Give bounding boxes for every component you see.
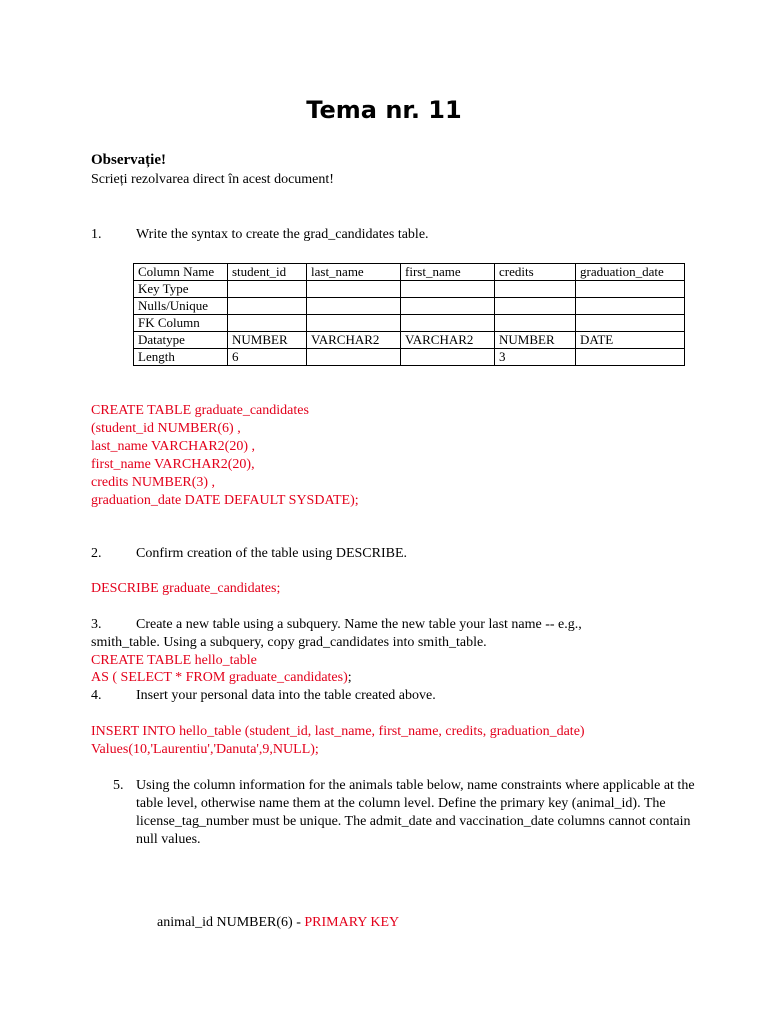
q4-answer-line2: Values(10,'Laurentiu','Danuta',9,NULL); [91,742,319,757]
table-cell [401,298,495,315]
q2-text: Confirm creation of the table using DESCRIBE. [136,546,408,561]
table-row [134,315,685,332]
table-cell [307,298,401,315]
table-row [134,281,685,298]
document-title: Tema nr. 11 [306,96,462,124]
table-cell: NUMBER [228,332,307,349]
table-cell [495,281,576,298]
table-cell [576,349,685,366]
q4-answer-line1: INSERT INTO hello_table (student_id, last_name, first_name, credits, graduation_date) [91,724,585,739]
q1-number: 1. [91,227,102,242]
table-cell [228,281,307,298]
table-cell: VARCHAR2 [307,332,401,349]
q3-number: 3. [91,617,102,632]
table-cell [307,281,401,298]
q5-column-line [157,914,399,931]
table-cell: first_name [401,264,495,281]
q1-text: Write the syntax to create the grad_candidates table. [136,227,429,242]
table-cell [401,315,495,332]
table-cell: credits [495,264,576,281]
table-cell: VARCHAR2 [401,332,495,349]
table-row-header: Column Name [134,264,228,281]
q3-text-line2: smith_table. Using a subquery, copy grad_candidates into smith_table. [91,635,487,650]
table-row-header: Key Type [134,281,228,298]
q2-answer: DESCRIBE graduate_candidates; [91,581,281,596]
q4-number: 4. [91,688,102,703]
table-row [134,264,685,281]
table-cell: 3 [495,349,576,366]
q5-number: 5. [113,778,124,793]
q5-text: Using the column information for the animals table below, name constraints where applicable at the table level, otherwise name them at the column level. Define the primary key (animal_id). The license_tag_number must be unique. The admit_date and vaccination_date columns cannot contain null values. [136,778,695,847]
table-cell: last_name [307,264,401,281]
table-row [134,332,685,349]
q3-text-line1: Create a new table using a subquery. Name the new table your last name -- e.g., [136,617,582,632]
q3-answer-line2 [91,669,352,686]
table-cell: NUMBER [495,332,576,349]
table-row [134,298,685,315]
q1-answer-line: (student_id NUMBER(6) , [91,421,241,436]
table-row-header: Nulls/Unique [134,298,228,315]
table-cell: 6 [228,349,307,366]
q1-answer [91,402,359,510]
table-row [134,349,685,366]
grad-candidates-table [133,263,685,366]
q1-answer-line: CREATE TABLE graduate_candidates [91,403,309,418]
table-cell: DATE [576,332,685,349]
table-cell [576,281,685,298]
q5-column-constraint: PRIMARY KEY [304,915,400,930]
table-cell [228,315,307,332]
table-row-header: FK Column [134,315,228,332]
q2-number: 2. [91,546,102,561]
table-cell [401,349,495,366]
q3-answer-line1: CREATE TABLE hello_table [91,653,257,668]
table-cell [576,315,685,332]
observation-heading: Observație! [91,152,166,168]
table-row-header: Datatype [134,332,228,349]
table-cell [307,315,401,332]
table-cell: student_id [228,264,307,281]
q1-answer-line: last_name VARCHAR2(20) , [91,439,255,454]
observation-text: Scrieți rezolvarea direct în acest document! [91,172,334,187]
table-cell [307,349,401,366]
table-cell [401,281,495,298]
q1-answer-line: graduation_date DATE DEFAULT SYSDATE); [91,493,359,508]
table-cell [495,315,576,332]
table-row-header: Length [134,349,228,366]
table-cell [576,298,685,315]
table-cell [495,298,576,315]
q5-column-def: animal_id NUMBER(6) - [157,915,305,930]
q3-answer-code: AS ( SELECT * FROM graduate_candidates) [91,670,348,685]
table-cell: graduation_date [576,264,685,281]
table-cell [228,298,307,315]
q4-text: Insert your personal data into the table created above. [136,688,436,703]
q1-answer-line: credits NUMBER(3) , [91,475,216,490]
q1-answer-line: first_name VARCHAR2(20), [91,457,255,472]
q3-answer-semicolon: ; [347,670,352,685]
